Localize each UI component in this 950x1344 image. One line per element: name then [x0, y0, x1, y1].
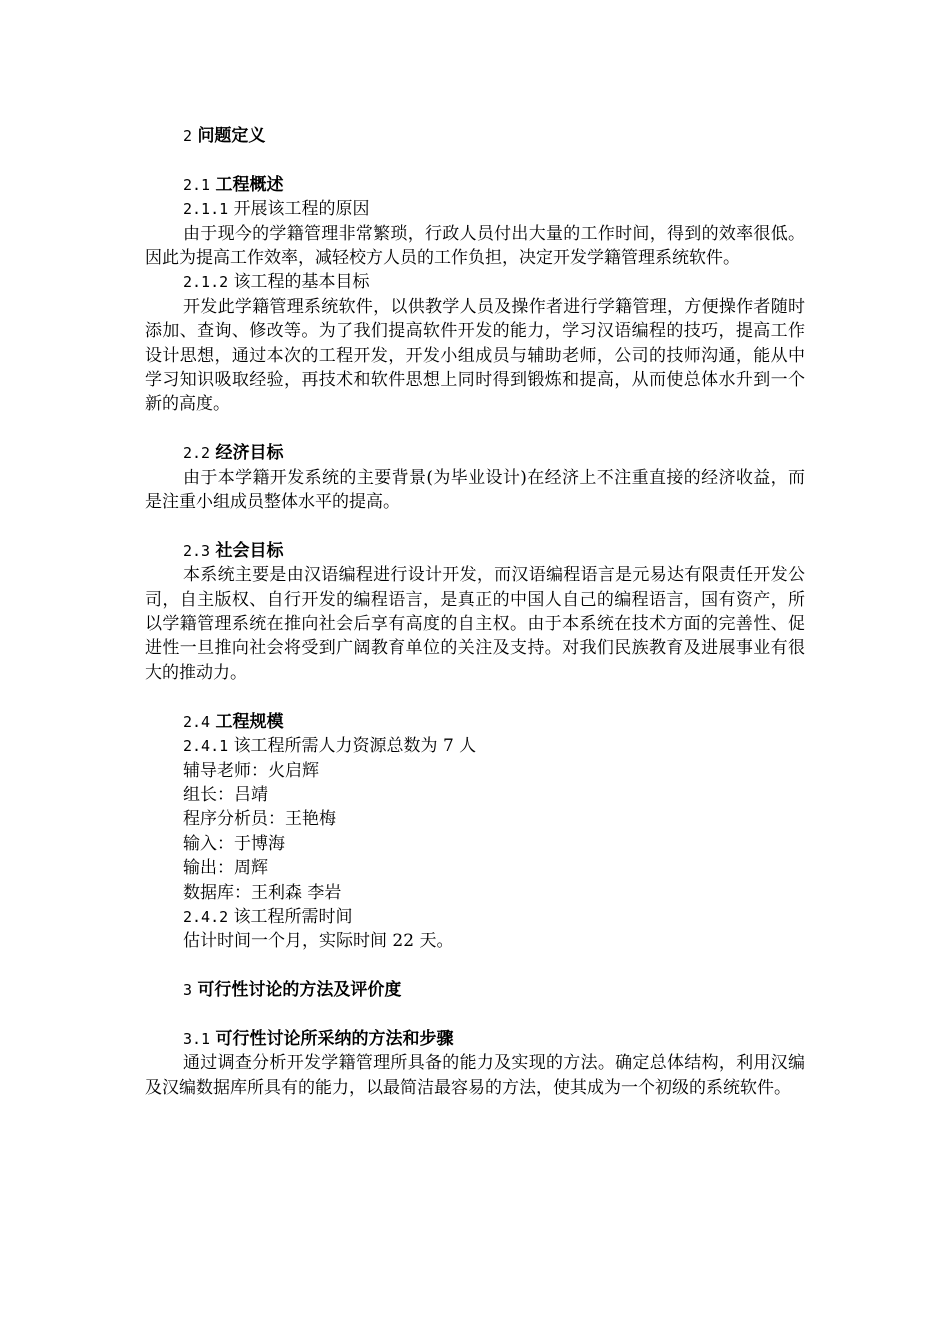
- document-body: [145, 124, 805, 1100]
- section-2-2-heading: 2.2 经济目标: [183, 443, 284, 464]
- section-2-4-2-body: 估计时间一个月，实际时间 22 天。: [183, 931, 454, 952]
- section-3-1-heading: 3.1 可行性讨论所采纳的方法和步骤: [183, 1028, 454, 1049]
- section-2-1-2-heading: 2.1.2 该工程的基本目标: [183, 272, 370, 293]
- staff-item: 程序分析员：王艳梅: [183, 809, 336, 830]
- section-2-1-heading: 2.1 工程概述: [183, 174, 284, 195]
- section-2-1-1-heading: 2.1.1 开展该工程的原因: [183, 199, 370, 220]
- section-2-1-2-body: 开发此学籍管理系统软件，以供教学人员及操作者进行学籍管理，方便操作者随时添加、查询、修改等。为了我们提高软件开发的能力，学习汉语编程的技巧，提高工作设计思想，通过本次的工程开发，开发小组成员与辅助老师，公司的技师沟通，能从中学习知识吸取经验，再技术和软件思想上同时得到锻炼和提高，从而使总体水升到一个新的高度。: [145, 296, 805, 415]
- section-2-3-body: 本系统主要是由汉语编程进行设计开发，而汉语编程语言是元易达有限责任开发公司，自主版权、自行开发的编程语言，是真正的中国人自己的编程语言，国有资产，所以学籍管理系统在推向社会后享有高度的自主权。由于本系统在技术方面的完善性、促进性一旦推向社会将受到广阔教育单位的关注及支持。对我们民族教育及进展事业有很大的推动力。: [145, 565, 805, 683]
- section-2-4-1-heading: 2.4.1 该工程所需人力资源总数为 7 人: [183, 736, 477, 757]
- staff-item: 组长：吕靖: [183, 784, 268, 805]
- staff-item: 数据库：王利森 李岩: [183, 882, 342, 903]
- section-2-4-2-heading: 2.4.2 该工程所需时间: [183, 906, 353, 927]
- section-2-4-heading: 2.4 工程规模: [183, 711, 284, 732]
- staff-item: 输出：周辉: [183, 858, 268, 879]
- section-2-2-body: 由于本学籍开发系统的主要背景(为毕业设计)在经济上不注重直接的经济收益，而是注重小组成员整体水平的提高。: [145, 467, 805, 513]
- section-2-heading: 2 问题定义: [183, 126, 266, 146]
- section-3-heading: 3 可行性讨论的方法及评价度: [183, 980, 402, 1001]
- staff-item: 辅导老师：火启辉: [183, 760, 319, 781]
- section-2-3-heading: 2.3 社会目标: [183, 540, 284, 561]
- staff-item: 输入：于博海: [183, 833, 285, 854]
- section-2-1-1-body: 由于现今的学籍管理非常繁琐，行政人员付出大量的工作时间，得到的效率很低。因此为提高工作效率，减轻校方人员的工作负担，决定开发学籍管理系统软件。: [145, 223, 805, 269]
- section-3-1-body: 通过调查分析开发学籍管理所具备的能力及实现的方法。确定总体结构，利用汉编及汉编数据库所具有的能力，以最简洁最容易的方法，使其成为一个初级的系统软件。: [145, 1053, 805, 1098]
